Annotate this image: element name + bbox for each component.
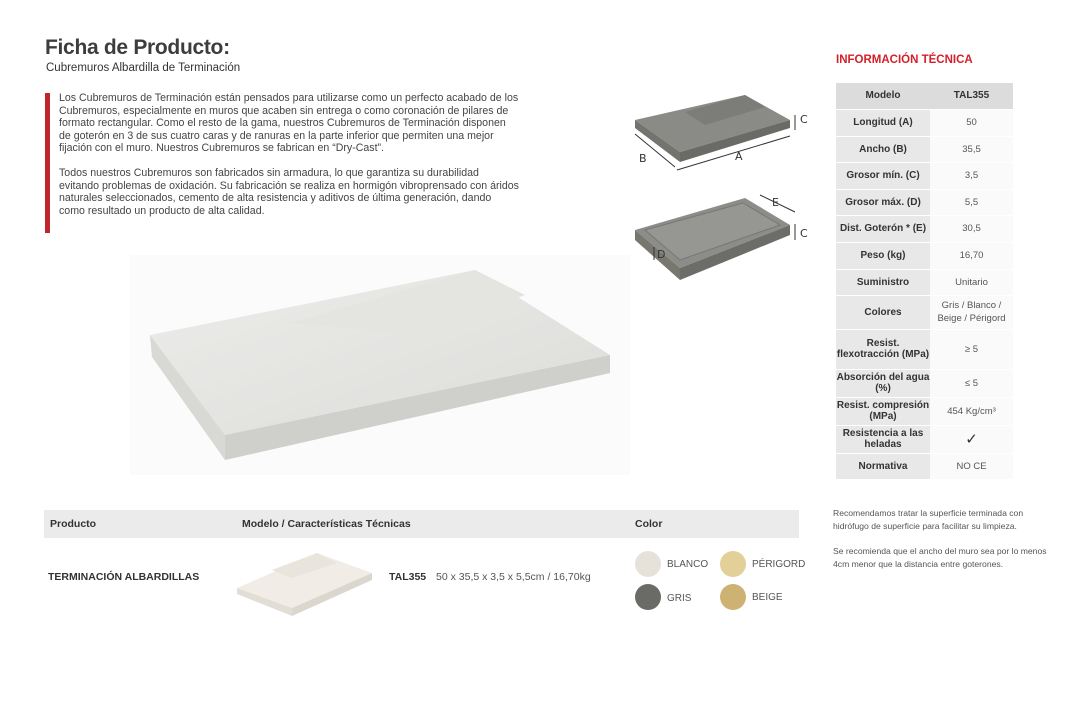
- spec-row: [836, 369, 1013, 397]
- product-table-header: [44, 510, 799, 538]
- spec-key: Resist. flexotracción (MPa): [836, 329, 930, 369]
- spec-value: ≤ 5: [930, 369, 1013, 397]
- swatch-label-gris: GRIS: [667, 593, 692, 604]
- spec-row: [836, 83, 1013, 109]
- label-d: D: [657, 248, 666, 261]
- spec-row: [836, 109, 1013, 136]
- header-color: Color: [635, 518, 663, 530]
- spec-value: 3,5: [930, 162, 1013, 189]
- spec-value: Unitario: [930, 269, 1013, 295]
- product-dimensions: 50 x 35,5 x 3,5 x 5,5cm / 16,70kg: [436, 571, 591, 583]
- spec-key: Ancho (B): [836, 136, 930, 162]
- swatch-blanco: [635, 551, 661, 577]
- spec-key: Normativa: [836, 453, 930, 479]
- spec-row: [836, 189, 1013, 215]
- spec-value: 30,5: [930, 215, 1013, 242]
- spec-key: Peso (kg): [836, 242, 930, 269]
- spec-row: [836, 453, 1013, 479]
- spec-key: Longitud (A): [836, 109, 930, 136]
- header-product: Producto: [50, 518, 97, 530]
- page-subtitle: Cubremuros Albardilla de Terminación: [46, 62, 241, 74]
- intro-paragraph-1: Los Cubremuros de Terminación están pensados para utilizarse como un perfecto acabado de los Cubremuros, especialmente en muros que acaben sin entrega o como coronación de pilares de formato rectangular. Como el resto de la gama, nuestros Cubremuros de Terminación disponen de goterón en 3 de sus cuatro caras y de ranuras en la parte inferior que permiten una mejor fijación con el muro. Nuestros Cubremuros se fabrican en “Dry-Cast”.: [59, 92, 519, 155]
- spec-key: Grosor máx. (D): [836, 189, 930, 215]
- product-thumbnail: [232, 548, 378, 620]
- spec-value: 50: [930, 109, 1013, 136]
- spec-value: Gris / Blanco / Beige / Périgord: [930, 295, 1013, 329]
- spec-value: ✓: [930, 425, 1013, 453]
- spec-row: [836, 136, 1013, 162]
- spec-value: ≥ 5: [930, 329, 1013, 369]
- spec-row: [836, 295, 1013, 329]
- intro-text: [59, 92, 519, 229]
- swatch-label-beige: BEIGE: [752, 592, 783, 603]
- label-c-bottom: C: [800, 227, 808, 240]
- spec-row: [836, 215, 1013, 242]
- spec-row: [836, 242, 1013, 269]
- spec-key: Resistencia a las heladas: [836, 425, 930, 453]
- spec-key: Suministro: [836, 269, 930, 295]
- diagram-bottom-view: [630, 190, 815, 290]
- swatch-perigord: [720, 551, 746, 577]
- product-name: TERMINACIÓN ALBARDILLAS: [48, 571, 200, 583]
- spec-key: Modelo: [836, 83, 930, 109]
- spec-value: 35,5: [930, 136, 1013, 162]
- note-hidrofugo: Recomendamos tratar la superficie terminada con hidrófugo de superficie para facilitar su limpieza.: [833, 508, 1024, 531]
- spec-row: [836, 162, 1013, 189]
- label-c-top: C: [800, 113, 808, 126]
- spec-row: [836, 329, 1013, 369]
- spec-row: [836, 397, 1013, 425]
- swatch-gris: [635, 584, 661, 610]
- note-ancho-muro: Se recomienda que el ancho del muro sea por lo menos 4cm menor que la distancia entre goterones.: [833, 546, 1047, 569]
- spec-value: 16,70: [930, 242, 1013, 269]
- spec-value: NO CE: [930, 453, 1013, 479]
- spec-table: [836, 83, 1013, 480]
- label-b: B: [639, 152, 647, 165]
- spec-value: 5,5: [930, 189, 1013, 215]
- intro-paragraph-2: Todos nuestros Cubremuros son fabricados sin armadura, lo que garantiza su durabilidad evitando problemas de oxidación. Su fabricación se realiza en hormigón vibroprensado con áridos naturales seleccionados, cemento de alta resistencia y aditivos de última generación, dando como resultado un producto de alta calidad.: [59, 166, 519, 217]
- spec-row: [836, 425, 1013, 453]
- swatch-label-perigord: PÉRIGORD: [752, 559, 806, 570]
- spec-value: 454 Kg/cm³: [930, 397, 1013, 425]
- label-e: E: [772, 196, 779, 209]
- header-model: Modelo / Características Técnicas: [242, 518, 411, 530]
- product-model: TAL355: [389, 571, 427, 583]
- spec-key: Colores: [836, 295, 930, 329]
- spec-key: Absorción del agua (%): [836, 369, 930, 397]
- swatch-label-blanco: BLANCO: [667, 559, 709, 570]
- spec-key: Grosor mín. (C): [836, 162, 930, 189]
- label-a: A: [735, 150, 743, 163]
- accent-bar: [45, 93, 50, 233]
- product-hero-image: [130, 255, 630, 475]
- spec-key: Resist. compresión (MPa): [836, 397, 930, 425]
- spec-value: TAL355: [930, 83, 1013, 109]
- swatch-beige: [720, 584, 746, 610]
- info-title: INFORMACIÓN TÉCNICA: [836, 54, 973, 66]
- diagram-top-view: [625, 90, 815, 180]
- page-title: Ficha de Producto:: [45, 36, 230, 59]
- spec-key: Dist. Goterón * (E): [836, 215, 930, 242]
- spec-row: [836, 269, 1013, 295]
